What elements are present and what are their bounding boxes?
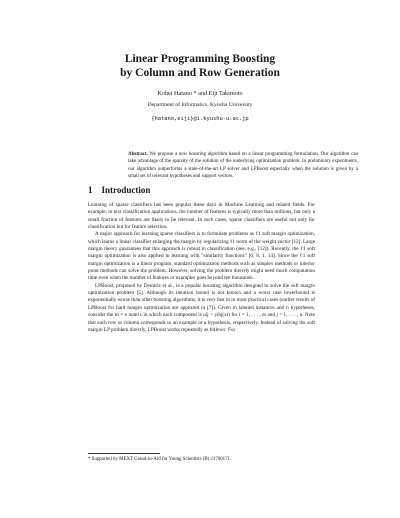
footnote: * Supported by MEXT Grand-in-Aid for Young Scientists (B) 21700171. [88, 457, 232, 462]
section-number: 1 [88, 185, 93, 195]
section-title: Introduction [101, 185, 151, 195]
title-line-2: by Column and Row Generation [120, 67, 280, 79]
abstract [128, 151, 358, 181]
section-heading [88, 185, 150, 196]
authors: Kohei Hatano * and Eiji Takimoto [157, 90, 243, 97]
body-text [88, 202, 315, 334]
affiliation: Department of Informatics, Kyushu University [147, 102, 253, 108]
title-line-1: Linear Programming Boosting [124, 53, 276, 65]
email: {hatano,eiji}@i.kyushu-u.ac.jp [151, 116, 249, 122]
footnote-rule [88, 453, 160, 454]
abstract-label: Abstract. [128, 152, 148, 157]
paragraph: A major approach for learning sparse classifiers is to formulate problems as ℓ1 soft margin optimization, which learns a linear classifier enlarging the margin by regularizing ℓ1 norm of the weight vector [12]. Large margin theory guarantees that this approach is robust in classification (see, e.g., [12]). Recently, the ℓ1 soft margin optimization is also applied in learning with "similarity functions" [6, 8, 1, 14]. Since the ℓ1 soft margin optimization is a linear program, standard optimization methods such as simplex methods or interior point methods can solve the problem. However, solving the problem directly might need much computation time even when the number of features or examples goes beyond ten thousands. [88, 231, 315, 282]
paragraph: Learning of sparse classifiers has been popular these days in Machine Learning and related fields. For example, in text classification applications, the number of features is typically more than millions, but only a small fraction of features are likely to be relevant. In such cases, sparse classifiers are useful not only for classification but for feature selection. [88, 202, 315, 231]
abstract-text: We propose a new boosting algorithm based on a linear programming formulation. Our algorithm can take advantage of the sparsity of the solution of the underlying optimization problem. In preliminary experiments, our algorithm outperforms a state-of-the-art LP solver and LPBoost especially when the solution is given by a small set of relevant hypotheses and support vectors. [128, 152, 358, 180]
paper-title [0, 52, 400, 80]
paragraph: LPBoost, proposed by Demiriz et al., is a popular boosting algorithm designed to solve the soft margin optimization problem [5]. Although its iteration bound is not known and a worst case lowerbound is exponentially worse than other boosting algorithms, it is very fast in in most practical cases (earlier results of LPBoost for hard margin optimization are appeared in [7]). Given m labeled instances and n hypotheses, consider the m × n matrix in which each component is uij = yihj(xi) for i = 1, . . . , m and j = 1, . . . , n. Note that each row or column corresponds to an example or a hypothesis, respectively. Instead of solving the soft margin LP problem directly, LPBoost works repeatedly as follows: For [88, 282, 315, 333]
